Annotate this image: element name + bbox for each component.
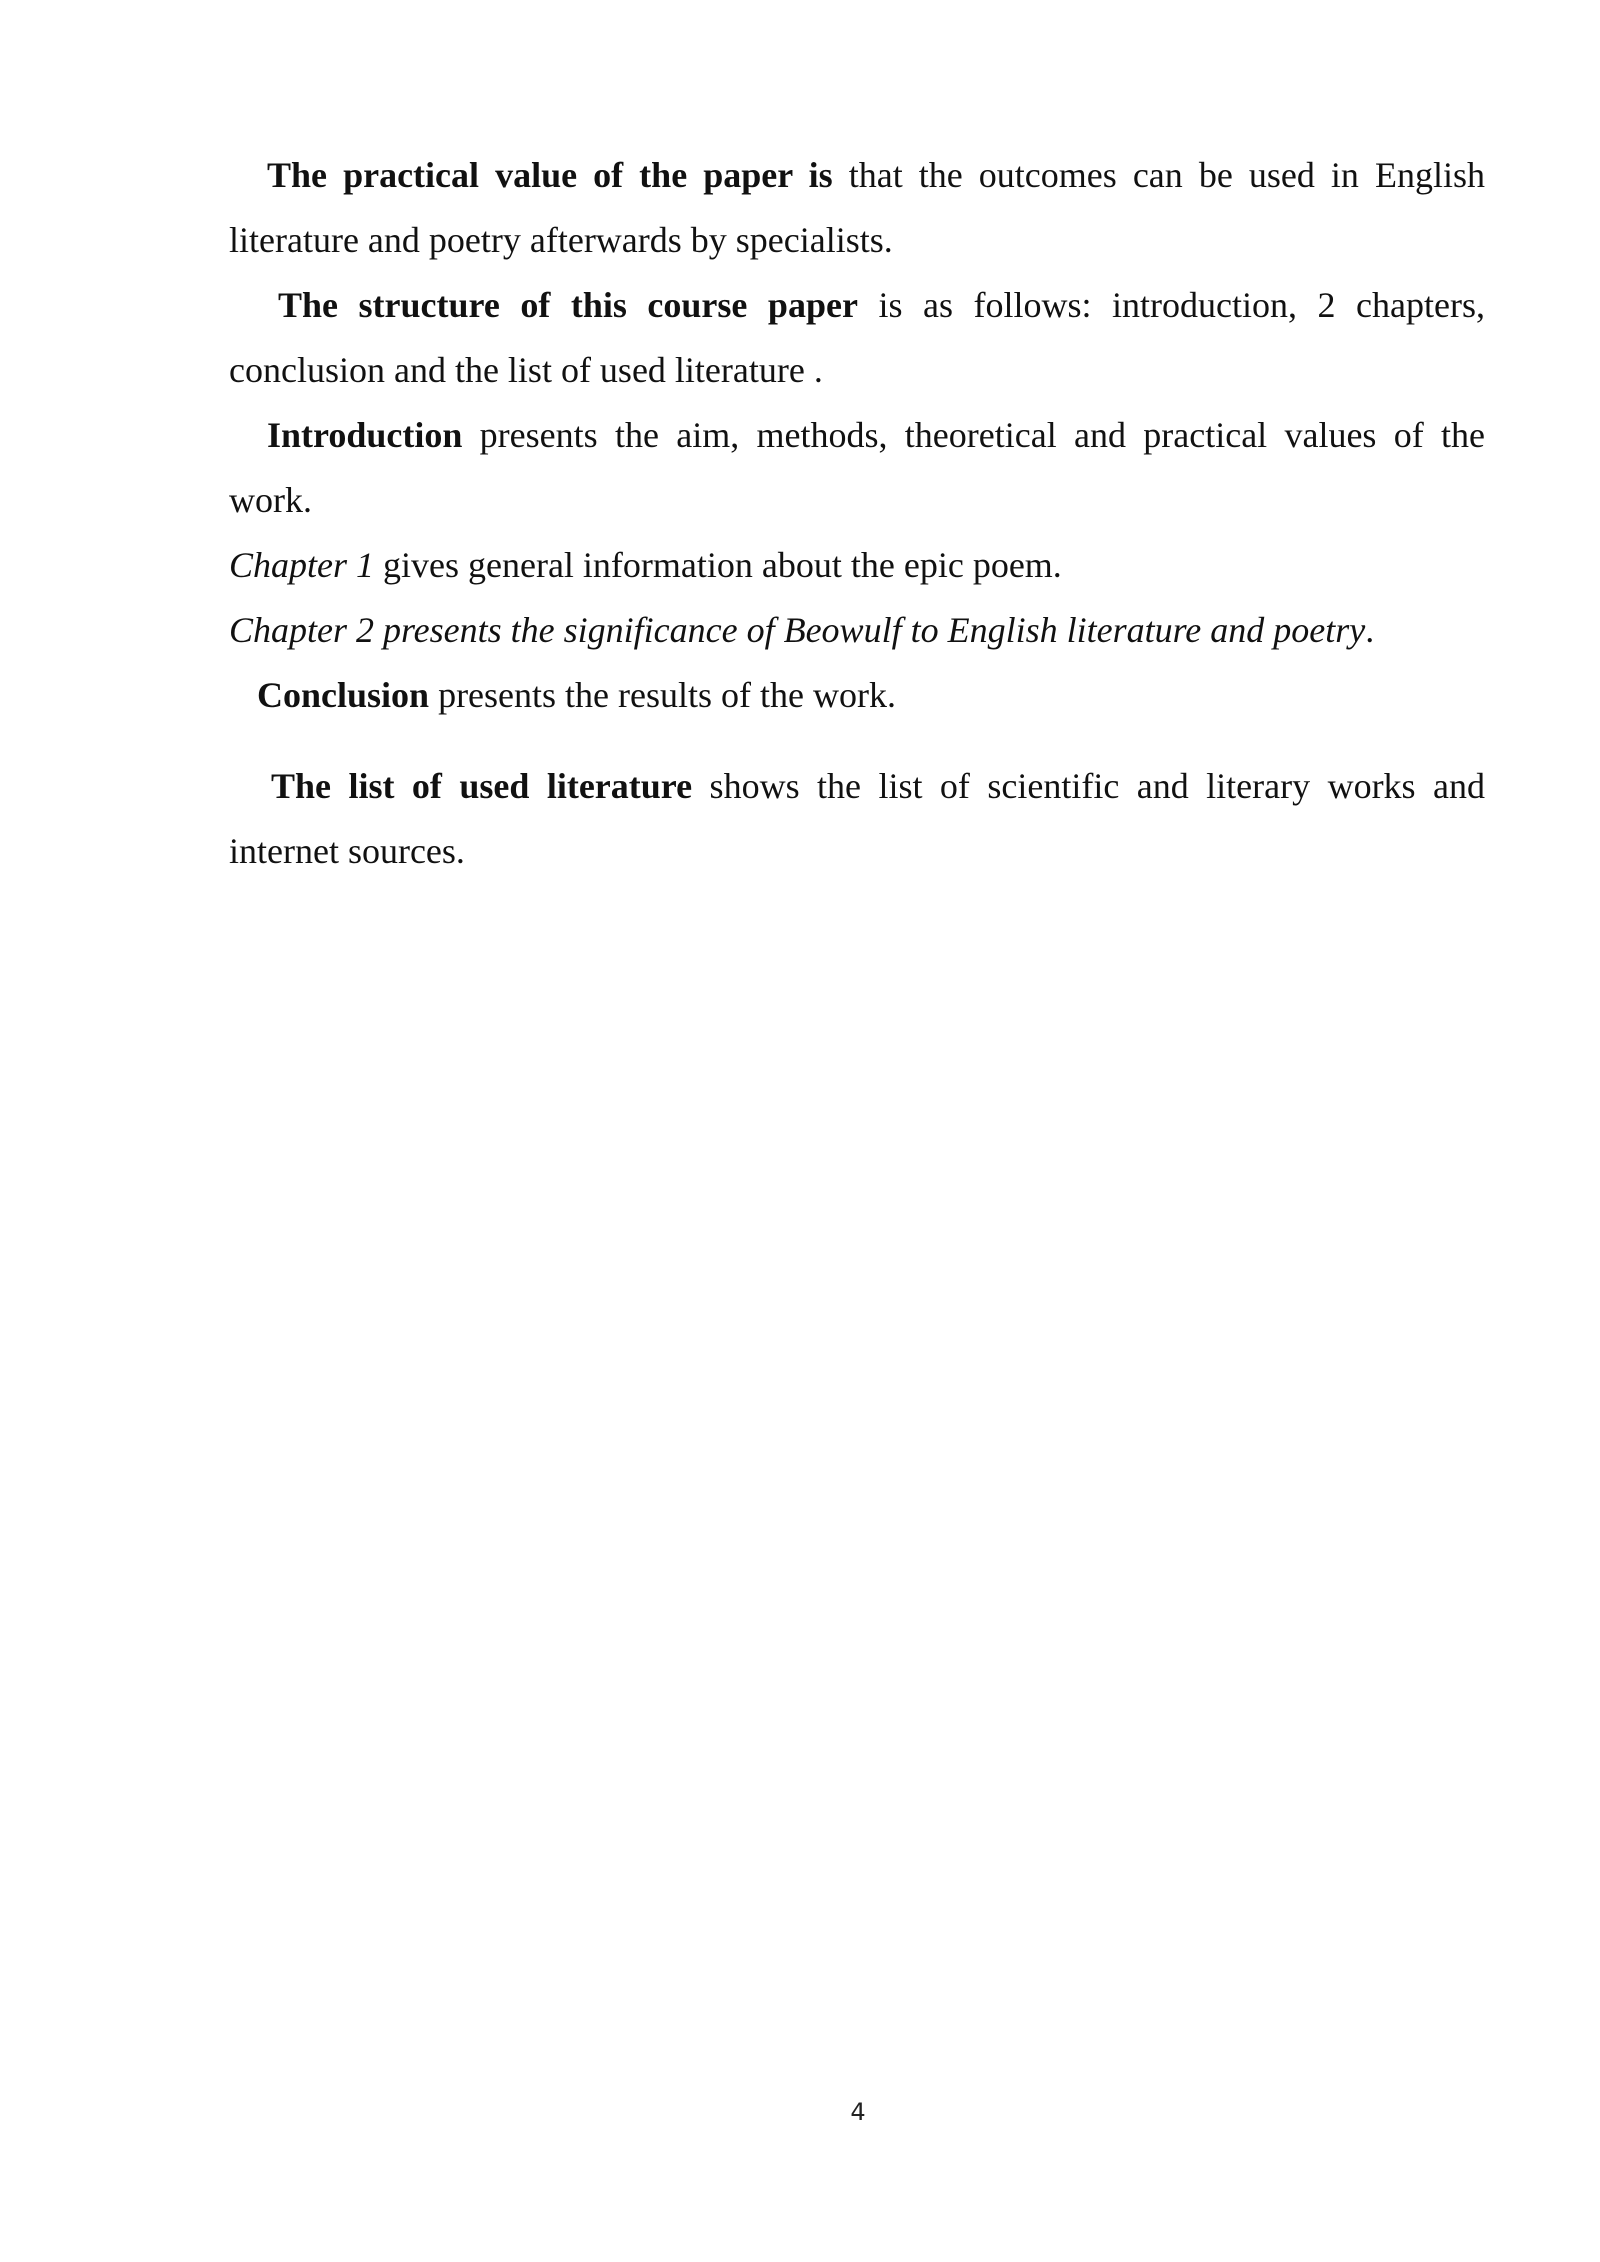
introduction-text: presents the aim, methods, theoretical and practical values of the work. — [229, 415, 1485, 520]
structure-text: is as follows: introduction, 2 chapters, conclusion and the list of used literature . — [229, 285, 1485, 390]
document-body — [229, 143, 1485, 884]
structure-heading: The structure of this course paper — [278, 285, 858, 325]
paragraph-practical-value — [229, 143, 1485, 273]
paragraph-chapter-1 — [229, 533, 1485, 598]
paragraph-literature — [229, 754, 1485, 884]
paragraph-chapter-2 — [229, 598, 1485, 663]
practical-value-text: that the outcomes can be used in English literature and poetry afterwards by specialists. — [229, 155, 1485, 260]
chapter-2-text: Chapter 2 presents the significance of Beowulf to English literature and poetry — [229, 610, 1366, 650]
practical-value-heading: The practical value of the paper is — [267, 155, 833, 195]
paragraph-structure — [229, 273, 1485, 403]
introduction-heading: Introduction — [267, 415, 463, 455]
conclusion-heading: Conclusion — [257, 675, 430, 715]
paragraph-introduction — [229, 403, 1485, 533]
conclusion-text: presents the results of the work. — [429, 675, 896, 715]
literature-heading: The list of used literature — [271, 766, 693, 806]
paragraph-conclusion — [229, 663, 1485, 728]
chapter-2-end: . — [1365, 610, 1375, 650]
literature-text: shows the list of scientific and literary works and internet sources. — [229, 766, 1485, 871]
chapter-1-heading: Chapter 1 — [229, 545, 375, 585]
page-number: 4 — [850, 2098, 866, 2126]
chapter-1-text: gives general information about the epic poem. — [374, 545, 1062, 585]
